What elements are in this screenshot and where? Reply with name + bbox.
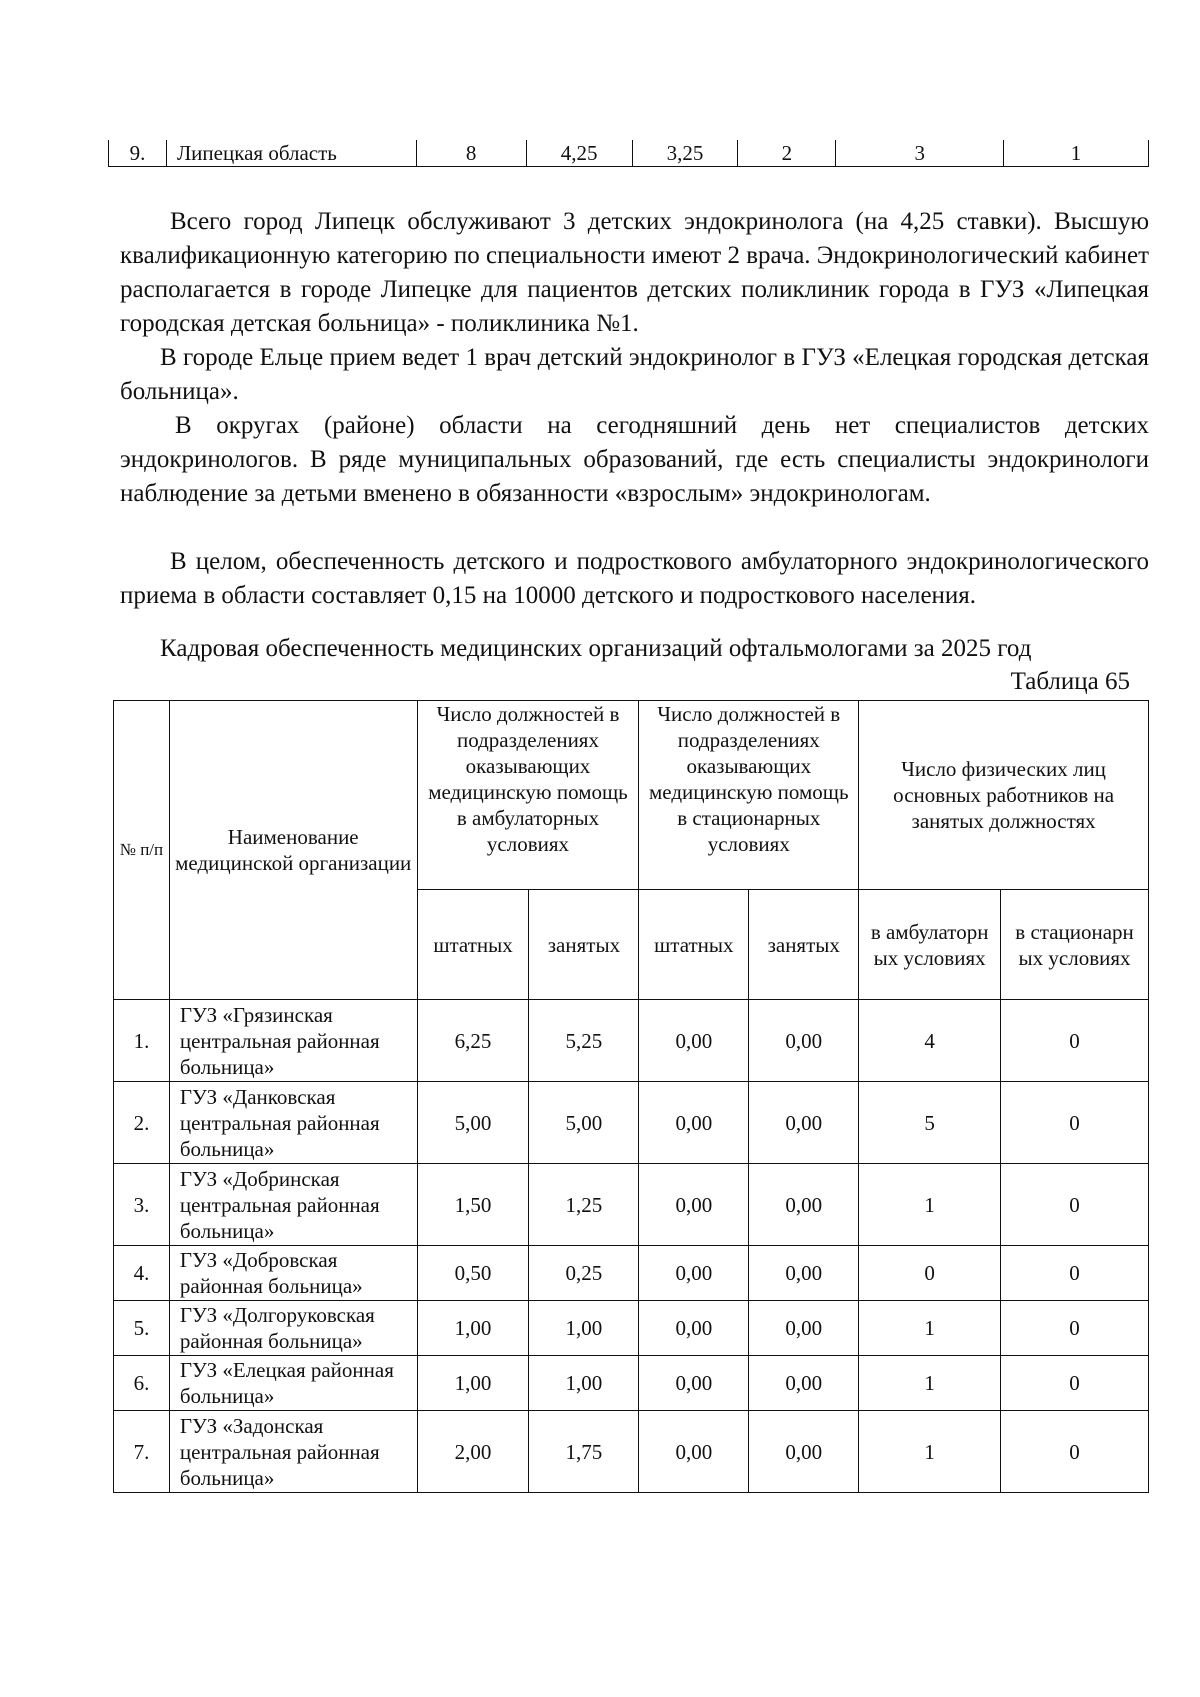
- cell-value: 0: [859, 1246, 1001, 1301]
- cell-value: 1,00: [417, 1301, 529, 1356]
- paragraph-lipetsk: Всего город Липецк обслуживают 3 детских эндокринолога (на 4,25 ставки). Высшую квалификационную категорию по специальности имеют 2 врача. Эндокринологический кабинет располагается в городе Липецке для пациентов детских поликлиник города в ГУЗ «Липецкая городская детская больница» - поликлиника №1.: [120, 208, 1149, 337]
- cell-value: 0: [1001, 1082, 1149, 1164]
- cell-value: 1,50: [417, 1164, 529, 1246]
- header-inpatient-positions: Число должностей в подразделениях оказывающих медицинскую помощь в стационарных условиях: [639, 701, 859, 890]
- organization-name: ГУЗ «Данковская центральная районная больница»: [169, 1082, 417, 1164]
- organization-name: ГУЗ «Елецкая районная больница»: [169, 1356, 417, 1411]
- cell-value: 0,00: [639, 1411, 749, 1493]
- row-number: 7.: [114, 1411, 170, 1493]
- cell-value: 1,25: [529, 1164, 639, 1246]
- table-row: [114, 1246, 1149, 1301]
- cell-value: 3,25: [632, 140, 738, 167]
- table-row: [114, 1356, 1149, 1411]
- organization-name: ГУЗ «Грязинская центральная районная больница»: [169, 1000, 417, 1082]
- organization-name: ГУЗ «Добровская районная больница»: [169, 1246, 417, 1301]
- cell-value: 0,00: [639, 1356, 749, 1411]
- cell-value: 0,00: [639, 1164, 749, 1246]
- header-in-ambulatory: в амбулаторн ых условиях: [859, 890, 1001, 1000]
- row-number: 2.: [114, 1082, 170, 1164]
- cell-value: 5,00: [529, 1082, 639, 1164]
- row-number: 6.: [114, 1356, 170, 1411]
- cell-value: 0,50: [417, 1246, 529, 1301]
- cell-value: 6,25: [417, 1000, 529, 1082]
- table-row: [114, 1164, 1149, 1246]
- row-number: 1.: [114, 1000, 170, 1082]
- table-row: [114, 1301, 1149, 1356]
- cell-value: 0: [1001, 1301, 1149, 1356]
- row-number: 4.: [114, 1246, 170, 1301]
- row-number: 9.: [109, 140, 167, 167]
- cell-value: 0: [1001, 1356, 1149, 1411]
- cell-value: 0,00: [749, 1164, 859, 1246]
- previous-table-fragment: [108, 140, 1149, 167]
- organization-name: ГУЗ «Добринская центральная районная больница»: [169, 1164, 417, 1246]
- cell-value: 1: [859, 1164, 1001, 1246]
- header-in-inpatient: в стационарн ых условиях: [1001, 890, 1149, 1000]
- header-staff: штатных: [639, 890, 749, 1000]
- paragraph-coverage: В целом, обеспеченность детского и подросткового амбулаторного эндокринологического приема в области составляет 0,15 на 10000 детского и подросткового населения.: [120, 548, 1149, 609]
- header-occupied: занятых: [529, 890, 639, 1000]
- table-row: [114, 1000, 1149, 1082]
- header-number: № п/п: [114, 701, 170, 1000]
- cell-value: 0,25: [529, 1246, 639, 1301]
- header-row: [114, 701, 1149, 890]
- cell-value: 1: [1004, 140, 1149, 167]
- header-organization: Наименование медицинской организации: [169, 701, 417, 1000]
- header-ambulatory-positions: Число должностей в подразделениях оказывающих медицинскую помощь в амбулаторных условиях: [417, 701, 639, 890]
- row-number: 5.: [114, 1301, 170, 1356]
- cell-value: 4: [859, 1000, 1001, 1082]
- cell-value: 1,00: [529, 1301, 639, 1356]
- cell-value: 2,00: [417, 1411, 529, 1493]
- cell-value: 0: [1001, 1164, 1149, 1246]
- organization-name: ГУЗ «Задонская центральная районная больница»: [169, 1411, 417, 1493]
- table-number-label: Таблица 65: [1010, 668, 1130, 695]
- cell-value: 3: [836, 140, 1004, 167]
- table-row: [114, 1082, 1149, 1164]
- cell-value: 0,00: [749, 1246, 859, 1301]
- cell-value: 0,00: [639, 1082, 749, 1164]
- cell-value: 0,00: [749, 1082, 859, 1164]
- cell-value: 1,75: [529, 1411, 639, 1493]
- row-number: 3.: [114, 1164, 170, 1246]
- cell-value: 0,00: [749, 1000, 859, 1082]
- cell-value: 5,00: [417, 1082, 529, 1164]
- cell-value: 0,00: [639, 1246, 749, 1301]
- cell-value: 0: [1001, 1000, 1149, 1082]
- cell-value: 1,00: [529, 1356, 639, 1411]
- cell-value: 1: [859, 1301, 1001, 1356]
- cell-value: 0,00: [639, 1000, 749, 1082]
- cell-value: 0,00: [749, 1301, 859, 1356]
- cell-value: 1,00: [417, 1356, 529, 1411]
- organization-name: Липецкая область: [166, 140, 416, 167]
- cell-value: 0: [1001, 1411, 1149, 1493]
- cell-value: 1: [859, 1411, 1001, 1493]
- table-row: [109, 140, 1149, 167]
- header-persons: Число физических лиц основных работников на занятых должностях: [859, 701, 1149, 890]
- ophthalmologist-staffing-table: [113, 700, 1149, 1493]
- table-row: [114, 1411, 1149, 1493]
- cell-value: 5: [859, 1082, 1001, 1164]
- cell-value: 8: [416, 140, 526, 167]
- cell-value: 0: [1001, 1246, 1149, 1301]
- organization-name: ГУЗ «Долгоруковская районная больница»: [169, 1301, 417, 1356]
- cell-value: 0,00: [749, 1411, 859, 1493]
- cell-value: 0,00: [749, 1356, 859, 1411]
- header-staff: штатных: [417, 890, 529, 1000]
- table-caption: Кадровая обеспеченность медицинских организаций офтальмологами за 2025 год: [160, 635, 1032, 662]
- cell-value: 2: [738, 140, 836, 167]
- paragraph-yelets: В городе Ельце прием ведет 1 врач детский эндокринолог в ГУЗ «Елецкая городская детская больница».: [120, 344, 1149, 405]
- header-occupied: занятых: [749, 890, 859, 1000]
- paragraph-districts: В округах (районе) области на сегодняшний день нет специалистов детских эндокринологов. В ряде муниципальных образований, где есть специалисты эндокринологи наблюдение за детьми вменено в обязанности «взрослым» эндокринологам.: [120, 412, 1149, 507]
- cell-value: 4,25: [526, 140, 632, 167]
- cell-value: 1: [859, 1356, 1001, 1411]
- cell-value: 5,25: [529, 1000, 639, 1082]
- cell-value: 0,00: [639, 1301, 749, 1356]
